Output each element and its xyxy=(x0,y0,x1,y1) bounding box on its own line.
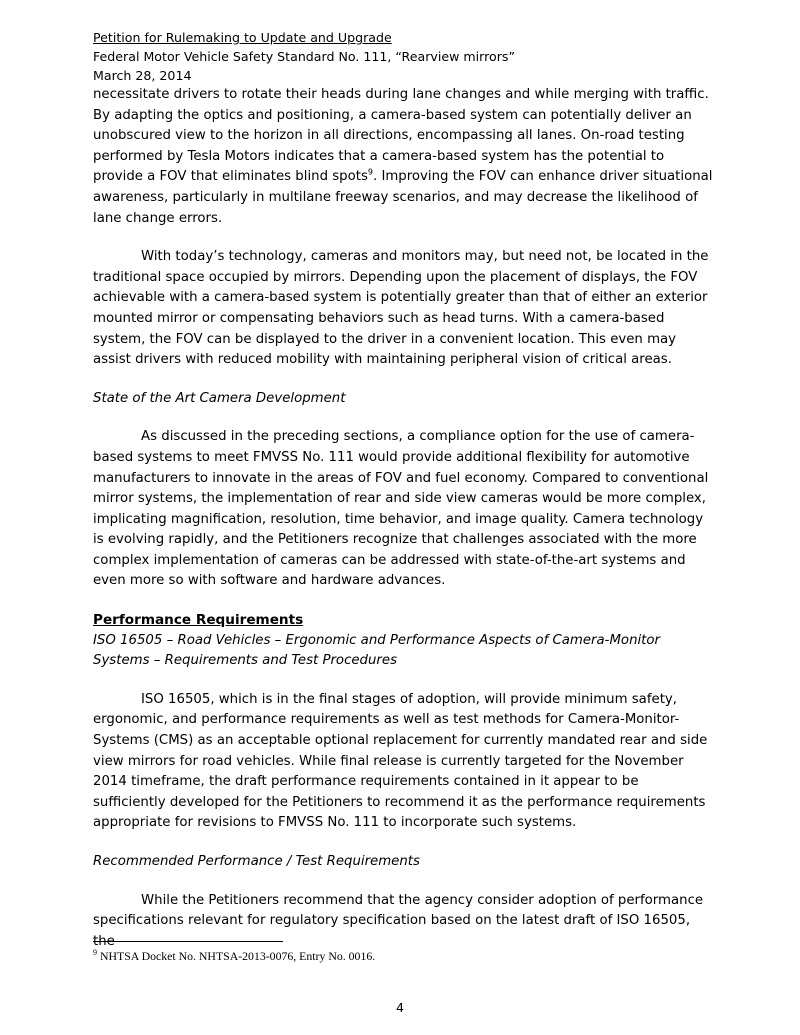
footnote-reference[interactable]: 9 xyxy=(367,167,373,177)
subheading-state-of-art: State of the Art Camera Development xyxy=(93,390,346,406)
header-date: March 28, 2014 xyxy=(93,68,192,83)
paragraph-text: . Improving the FOV can enhance driver situational awareness, particularly in multilane freeway scenarios, and may decrease the likelihood of lane change errors. xyxy=(93,169,713,226)
paragraph-iso-16505: ISO 16505, which is in the final stages of adoption, will provide minimum safety, ergonomic, and performance requirements as well as test methods for Camera-Monitor-Systems (CMS) as an acceptable optional replacement for currently mandated rear and side view mirrors for road vehicles. While final release is currently targeted for the November 2014 timeframe, the draft performance requirements contained in it appear to be sufficiently developed for the Petitioners to recommend it as the performance requirements appropriate for revisions to FMVSS No. 111 to incorporate such systems. xyxy=(93,691,708,831)
paragraph-text: necessitate drivers to rotate their heads during lane changes and while merging with traffic. By adapting the optics and positioning, a camera-based system can potentially deliver an unobscured view to the horizon in all directions, encompassing all lanes. On-road testing performed by Tesla Motors indicates that a camera-based system has the potential to provide a FOV that eliminates blind spots xyxy=(93,87,709,185)
footnote-text: NHTSA Docket No. NHTSA-2013-0076, Entry No. 0016. xyxy=(97,949,376,963)
section-heading-performance: Performance Requirements xyxy=(93,612,304,629)
subheading-recommended-requirements: Recommended Performance / Test Requirements xyxy=(93,854,420,869)
paragraph-camera-location: With today’s technology, cameras and monitors may, but need not, be located in the traditional space occupied by mirrors. Depending upon the placement of displays, the FOV achievable with a camera-based system is potentially greater than that of either an exterior mounted mirror or compensating behaviors such as head turns. With a camera-based system, the FOV can be displayed to the driver in a convenient location. This even may assist drivers with reduced mobility with maintaining peripheral vision of critical areas. xyxy=(93,249,709,368)
header-title: Petition for Rulemaking to Update and Upgrade xyxy=(93,30,392,45)
footnote-number: 9 xyxy=(93,948,97,958)
footnote xyxy=(93,948,375,964)
paragraph-blind-spots xyxy=(93,85,715,229)
paragraph-recommendation: While the Petitioners recommend that the agency consider adoption of performance specifications relevant for regulatory specification based on the latest draft of ISO 16505, the xyxy=(93,892,704,949)
page-number: 4 xyxy=(395,1000,404,1015)
footnote-divider xyxy=(93,941,283,942)
document-page xyxy=(93,28,715,952)
paragraph-camera-development: As discussed in the preceding sections, a compliance option for the use of camera-based systems to meet FMVSS No. 111 would provide additional flexibility for automotive manufacturers to innovate in the areas of FOV and fuel economy. Compared to conventional mirror systems, the implementation of rear and side view cameras would be more complex, implicating magnification, resolution, time behavior, and image quality. Camera technology is evolving rapidly, and the Petitioners recognize that challenges associated with the more complex implementation of cameras can be addressed with state-of-the-art systems and even more so with software and hardware advances. xyxy=(93,429,709,589)
running-header xyxy=(93,28,715,85)
subheading-iso-16505: ISO 16505 – Road Vehicles – Ergonomic and Performance Aspects of Camera-Monitor Systems – Requirements and Test Procedures xyxy=(93,632,661,669)
header-subtitle: Federal Motor Vehicle Safety Standard No. 111, “Rearview mirrors” xyxy=(93,49,515,64)
